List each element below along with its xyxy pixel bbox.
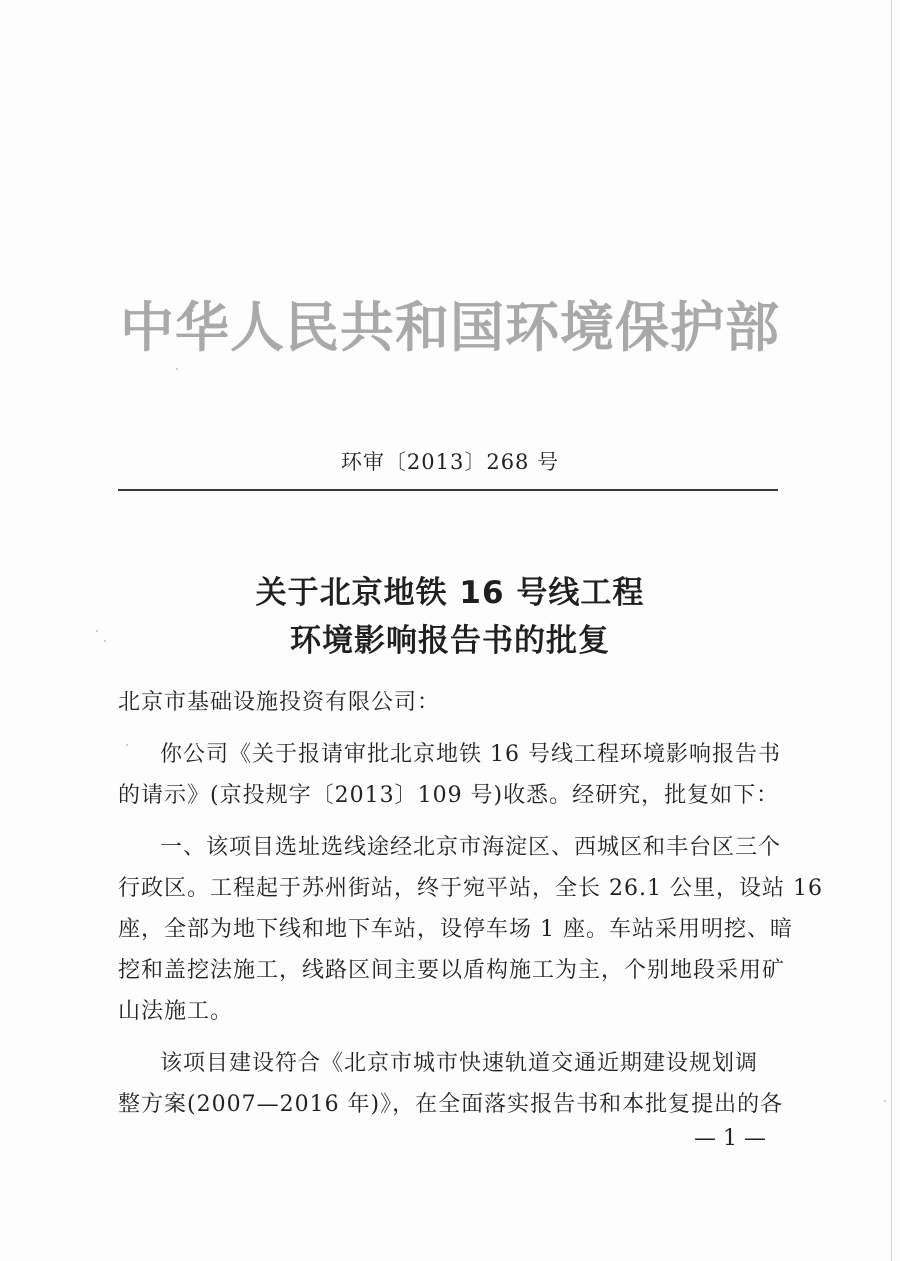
scan-speck <box>104 640 106 642</box>
document-number: 环审〔2013〕268 号 <box>340 450 560 474</box>
scan-speck <box>884 1100 886 1102</box>
header-rule <box>118 489 778 491</box>
body-line: 座，全部为地下线和地下车站，设停车场 1 座。车站采用明挖、暗 <box>118 917 793 942</box>
scan-speck <box>126 744 128 746</box>
body-line: 该项目建设符合《北京市城市快速轨道交通近期建设规划调 <box>160 1051 759 1076</box>
body-line: 山法施工。 <box>118 999 234 1024</box>
scan-speck <box>96 630 98 632</box>
body-line: 的请示》(京投规字〔2013〕109 号)收悉。经研究，批复如下： <box>118 783 780 808</box>
body-line: 一、该项目选址选线途经北京市海淀区、西城区和丰台区三个 <box>160 835 782 860</box>
addressee: 北京市基础设施投资有限公司： <box>118 690 441 715</box>
body-line: 行政区。工程起于苏州街站，终于宛平站，全长 26.1 公里，设站 16 <box>118 876 823 901</box>
scan-speck <box>176 368 178 370</box>
issuer-header: 中华人民共和国环境保护部 <box>120 296 780 359</box>
document-title-line-1: 关于北京地铁 16 号线工程 <box>255 575 645 611</box>
body-line: 整方案(2007—2016 年)》，在全面落实报告书和本批复提出的各 <box>118 1092 784 1117</box>
body-line: 你公司《关于报请审批北京地铁 16 号线工程环境影响报告书 <box>160 742 781 767</box>
body-line: 挖和盖挖法施工，线路区间主要以盾构施工为主，个别地段采用矿 <box>118 958 786 983</box>
document-title-line-2: 环境影响报告书的批复 <box>290 623 610 659</box>
page-number: — 1 — <box>694 1126 766 1151</box>
